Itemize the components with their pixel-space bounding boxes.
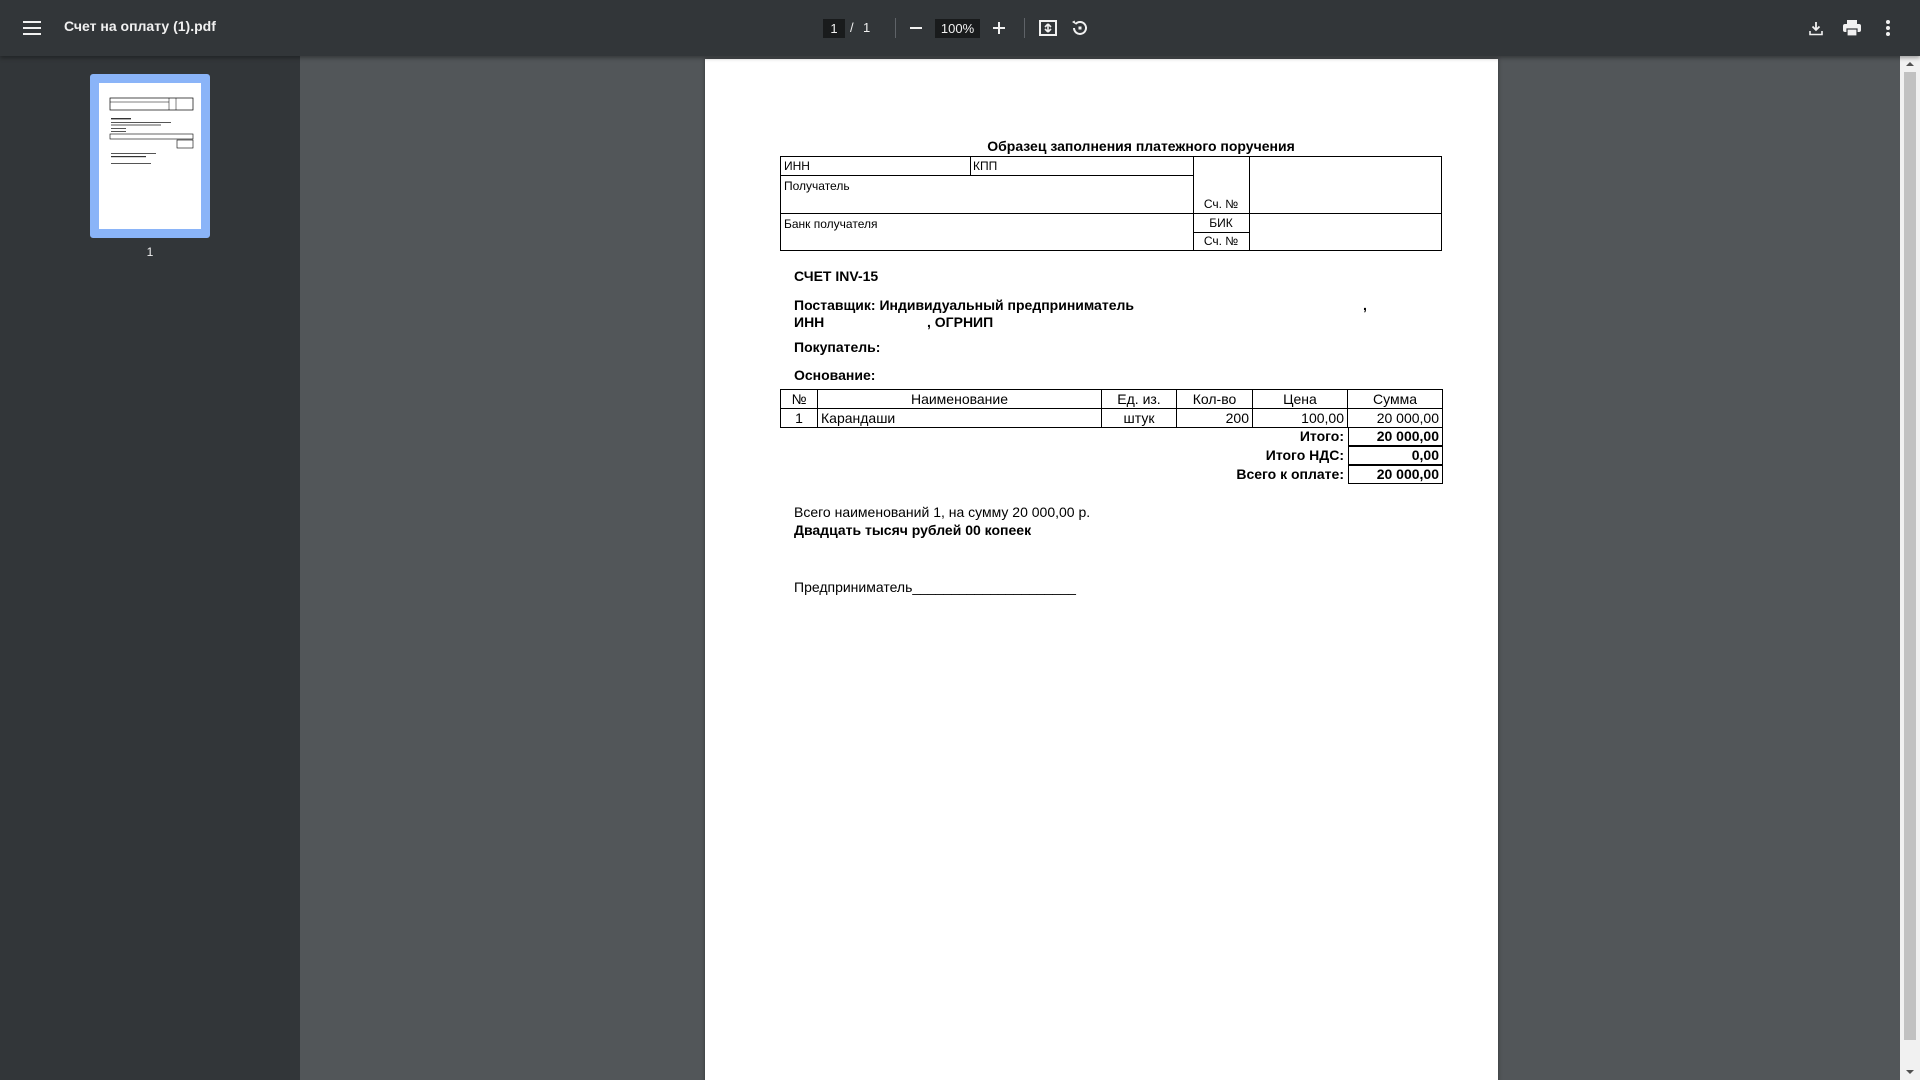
fit-to-page-button[interactable] — [1036, 14, 1060, 42]
items-summary: Всего наименований 1, на сумму 20 000,00 р. — [794, 504, 1091, 520]
item-name: Карандаши — [818, 409, 1102, 428]
header-name: Наименование — [818, 390, 1102, 409]
totals-block — [780, 427, 1443, 484]
plus-icon — [992, 21, 1006, 35]
thumbnail-sidebar — [0, 56, 300, 1080]
supplier-line: Поставщик: Индивидуальный предприниматель — [794, 297, 1134, 313]
document-title: Счет на оплату (1).pdf — [64, 18, 216, 34]
rotate-icon — [1071, 19, 1089, 37]
table-row — [781, 409, 1443, 428]
vat-value: 0,00 — [1348, 446, 1443, 465]
account-cell: Сч. № — [1203, 197, 1239, 211]
invoice-title: СЧЕТ INV-15 — [794, 268, 879, 284]
item-sum: 20 000,00 — [1348, 409, 1443, 428]
supplier-inn-label: ИНН — [794, 314, 825, 330]
page-thumbnail[interactable] — [90, 74, 210, 238]
thumbnail-page-number: 1 — [146, 245, 154, 259]
scrollbar-thumb[interactable] — [1904, 72, 1916, 1040]
payment-details-table — [780, 156, 1442, 251]
basis-label: Основание: — [794, 367, 876, 383]
more-vert-icon — [1886, 20, 1890, 36]
menu-icon — [23, 21, 41, 35]
header-qty: Кол-во — [1177, 390, 1253, 409]
print-button[interactable] — [1838, 14, 1866, 42]
fit-to-page-icon — [1039, 20, 1057, 36]
supplier-comma: , — [1363, 297, 1367, 313]
header-sum: Сумма — [1348, 390, 1443, 409]
bik-cell: БИК — [1209, 216, 1233, 230]
invoice-items-table — [780, 389, 1443, 428]
buyer-label: Покупатель: — [794, 339, 881, 355]
scroll-up-arrow[interactable] — [1900, 56, 1920, 72]
header-num: № — [781, 390, 818, 409]
pdf-page — [705, 59, 1498, 1080]
recipient-cell: Получатель — [784, 179, 850, 193]
minus-icon — [909, 21, 923, 35]
print-icon — [1843, 20, 1861, 36]
zoom-input[interactable] — [935, 19, 980, 38]
pdf-toolbar — [0, 0, 1920, 56]
menu-button[interactable] — [16, 12, 48, 44]
page-number-input[interactable] — [823, 19, 845, 38]
amount-due-label: Всего к оплате: — [1236, 466, 1344, 482]
more-options-button[interactable] — [1874, 14, 1902, 42]
table-line — [781, 175, 1193, 176]
amount-due-row — [780, 465, 1443, 484]
amount-in-words: Двадцать тысяч рублей 00 копеек — [794, 522, 1032, 538]
download-icon — [1809, 21, 1823, 36]
total-value: 20 000,00 — [1348, 427, 1443, 446]
table-line — [1193, 232, 1250, 233]
bank-account-cell: Сч. № — [1203, 234, 1239, 248]
toolbar-divider — [895, 18, 896, 38]
inn-cell: ИНН — [784, 159, 810, 173]
payment-sample-title: Образец заполнения платежного поручения — [987, 138, 1295, 154]
page-total: 1 — [863, 20, 871, 35]
vertical-scrollbar[interactable] — [1900, 56, 1920, 1080]
table-line — [781, 213, 1442, 214]
supplier-ogrnip-label: , ОГРНИП — [927, 314, 994, 330]
item-unit: штук — [1102, 409, 1177, 428]
zoom-in-button[interactable] — [986, 14, 1012, 42]
page-separator: / — [850, 20, 854, 35]
rotate-button[interactable] — [1068, 14, 1092, 42]
table-line — [1249, 157, 1250, 251]
item-price: 100,00 — [1253, 409, 1348, 428]
toolbar-divider — [1024, 18, 1025, 38]
total-row — [780, 427, 1443, 446]
zoom-out-button[interactable] — [903, 14, 929, 42]
recipient-bank-cell: Банк получателя — [784, 217, 878, 231]
table-line — [970, 157, 971, 175]
header-unit: Ед. из. — [1102, 390, 1177, 409]
table-header-row — [781, 390, 1443, 409]
item-num: 1 — [781, 409, 818, 428]
amount-due-value: 20 000,00 — [1348, 465, 1443, 484]
scroll-down-arrow[interactable] — [1900, 1064, 1920, 1080]
header-price: Цена — [1253, 390, 1348, 409]
vat-label: Итого НДС: — [1265, 447, 1344, 463]
download-button[interactable] — [1802, 14, 1830, 42]
thumbnail-preview — [99, 83, 201, 229]
vat-row — [780, 446, 1443, 465]
total-label: Итого: — [1299, 428, 1344, 444]
document-viewer — [300, 56, 1900, 1080]
signature-line: Предприниматель_____________________ — [794, 579, 1076, 595]
kpp-cell: КПП — [973, 159, 998, 173]
item-qty: 200 — [1177, 409, 1253, 428]
